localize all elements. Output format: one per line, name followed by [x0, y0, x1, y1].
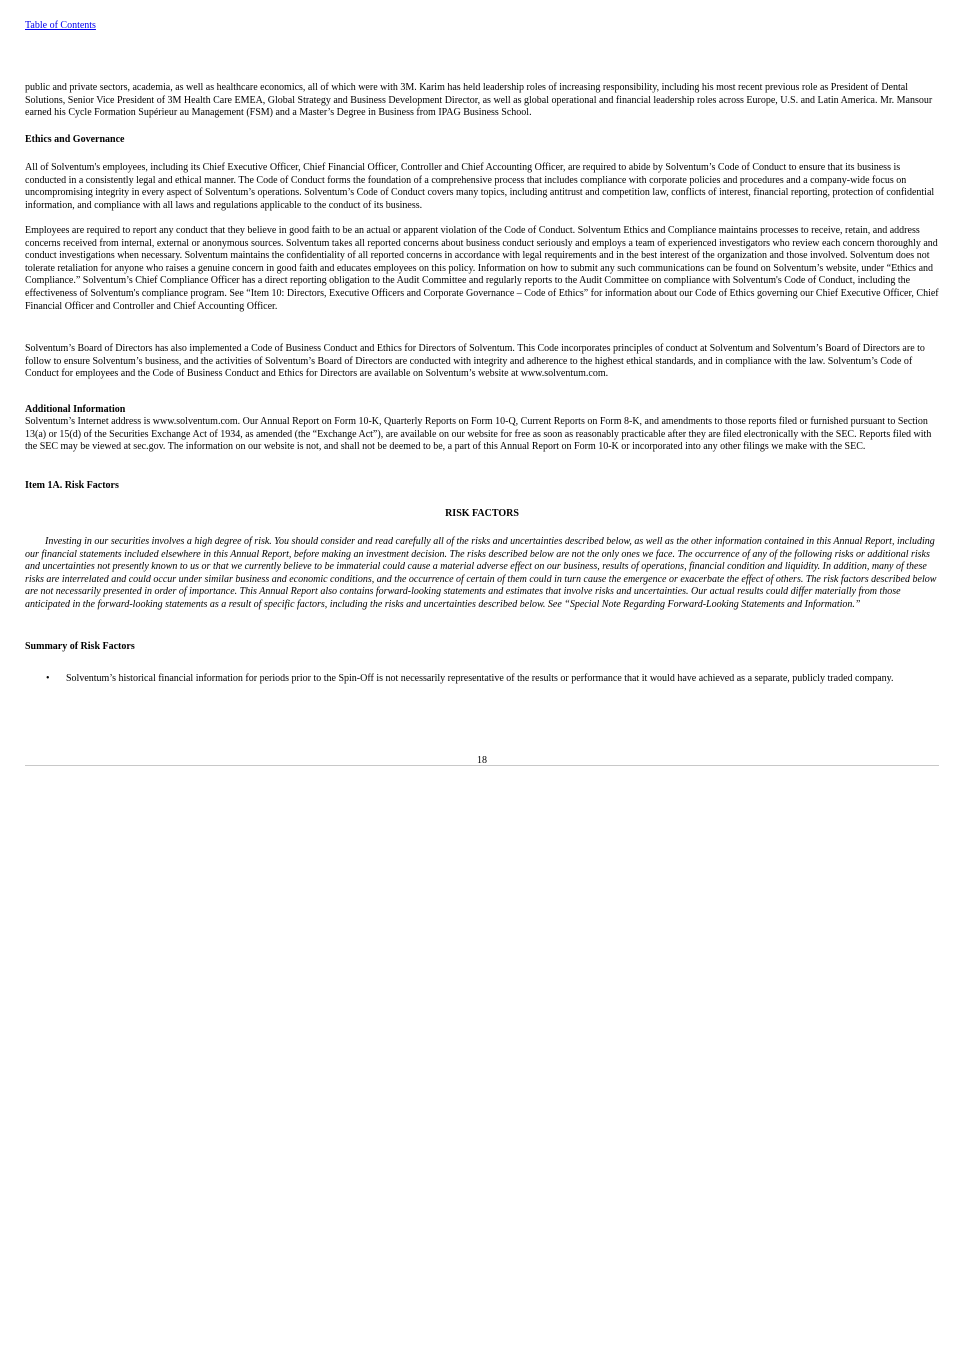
page-number: 18: [477, 755, 487, 766]
page-divider: [25, 765, 939, 766]
ethics-governance-heading: Ethics and Governance: [25, 134, 125, 145]
ethics-paragraph-1: All of Solventum's employees, including its Chief Executive Officer, Chief Financial Officer, Controller and Chief Accounting Officer, are required to abide by Solventum’s Code of Conduct to ensure that its business is conducted in a consistently legal and ethical manner. The Code of Conduct forms the foundation of a comprehensive process that includes compliance with corporate policies and procedures and a company-wide focus on uncompromising integrity in every aspect of Solventum’s operations. Solventum’s Code of Conduct covers many topics, including antitrust and competition law, conflicts of interest, financial reporting, protection of confidential information, and compliance with all laws and regulations applicable to the conduct of its business.: [25, 162, 935, 211]
table-of-contents-link[interactable]: Table of Contents: [25, 20, 96, 31]
additional-information-paragraph: Solventum’s Internet address is www.solventum.com. Our Annual Report on Form 10-K, Quarterly Reports on Form 10-Q, Current Reports on Form 8-K, and amendments to those reports filed or furnished pursuant to Section 13(a) or 15(d) of the Securities Exchange Act of 1934, as amended (the “Exchange Act”), are available on our website for free as soon as reasonably practicable after they are filed electronically with the SEC. Reports filed with the SEC may be viewed at sec.gov. The information on our website is not, and shall not be deemed to be, a part of this Annual Report on Form 10-K or incorporated into any other filings we make with the SEC.: [25, 416, 932, 453]
item-1a-heading: Item 1A. Risk Factors: [25, 480, 119, 491]
risk-factors-title: RISK FACTORS: [445, 508, 519, 519]
additional-information-heading: Additional Information: [25, 404, 126, 415]
ethics-paragraph-3: Solventum’s Board of Directors has also implemented a Code of Business Conduct and Ethics for Directors of Solventum. This Code incorporates principles of conduct at Solventum and Solventum’s Board of Directors are to follow to ensure Solventum’s business, and the activities of Solventum’s Board of Directors are conducted with integrity and adherence to the highest ethical standards, and in compliance with the law. Solventum’s Code of Conduct for employees and the Code of Business Conduct and Ethics for Directors are available on Solventum’s website at www.solventum.com.: [25, 343, 925, 380]
list-item-text: Solventum’s historical financial information for periods prior to the Spin-Off is not necessarily representative of the results or performance that it would have achieved as a separate, publicly traded company.: [66, 673, 894, 684]
bullet-marker: •: [46, 673, 50, 684]
summary-of-risk-factors-heading: Summary of Risk Factors: [25, 641, 135, 652]
ethics-paragraph-2: Employees are required to report any conduct that they believe in good faith to be an actual or apparent violation of the Code of Conduct. Solventum Ethics and Compliance maintains processes to receive, retain, and address concerns received from internal, external or anonymous sources. Solventum takes all reported concerns about business conduct seriously and employs a team of experienced investigators who review each concern thoroughly and conduct investigations when necessary. Solventum maintains the confidentiality of all reported concerns in accordance with legal requirements and in the best interest of the organization and those involved. Solventum does not tolerate retaliation for anyone who raises a genuine concern in good faith and educates employees on this policy. Information on how to submit any such communications can be found on Solventum’s website, under “Ethics and Compliance.” Solventum’s Chief Compliance Officer has a direct reporting obligation to the Audit Committee and regularly reports to the Audit Committee on compliance with Solventum's Code of Conduct, including the effectiveness of Solventum's compliance program. See “Item 10: Directors, Executive Officers and Corporate Governance – Code of Ethics” for information about our Code of Ethics governing our Chief Executive Officer, Chief Financial Officer and Controller and Chief Accounting Officer.: [25, 225, 939, 312]
intro-paragraph: public and private sectors, academia, as well as healthcare economics, all of which were with 3M. Karim has held leadership roles of increasing responsibility, including his most recent previous role as President of Dental Solutions, Senior Vice President of 3M Health Care EMEA, Global Strategy and Business Development Director, as well as global operational and financial leadership roles across Europe, U.S. and Latin America. Mr. Mansour earned his Cycle Formation Supérieur au Management (FSM) and a Master’s Degree in Business from IPAG Business School.: [25, 82, 933, 119]
risk-factors-intro: Investing in our securities involves a high degree of risk. You should consider and read carefully all of the risks and uncertainties described below, as well as the other information contained in this Annual Report, including our financial statements included elsewhere in this Annual Report, before making an investment decision. The risks described below are not the only ones we face. The occurrence of any of the following risks or additional risks and uncertainties not presently known to us or that we currently believe to be immaterial could cause a material adverse effect on our business, results of operations, financial condition and liquidity. In addition, many of these risks are interrelated and could occur under similar business and economic conditions, and the occurrence of certain of them could in turn cause the emergence or exacerbate the effect of others. The risk factors described below are not necessarily presented in order of importance. This Annual Report also contains forward-looking statements and estimates that involve risks and uncertainties. Our actual results could differ materially from those anticipated in the forward-looking statements as a result of specific factors, including the risks and uncertainties described below. See “Special Note Regarding Forward-Looking Statements and Information.”: [25, 536, 937, 610]
